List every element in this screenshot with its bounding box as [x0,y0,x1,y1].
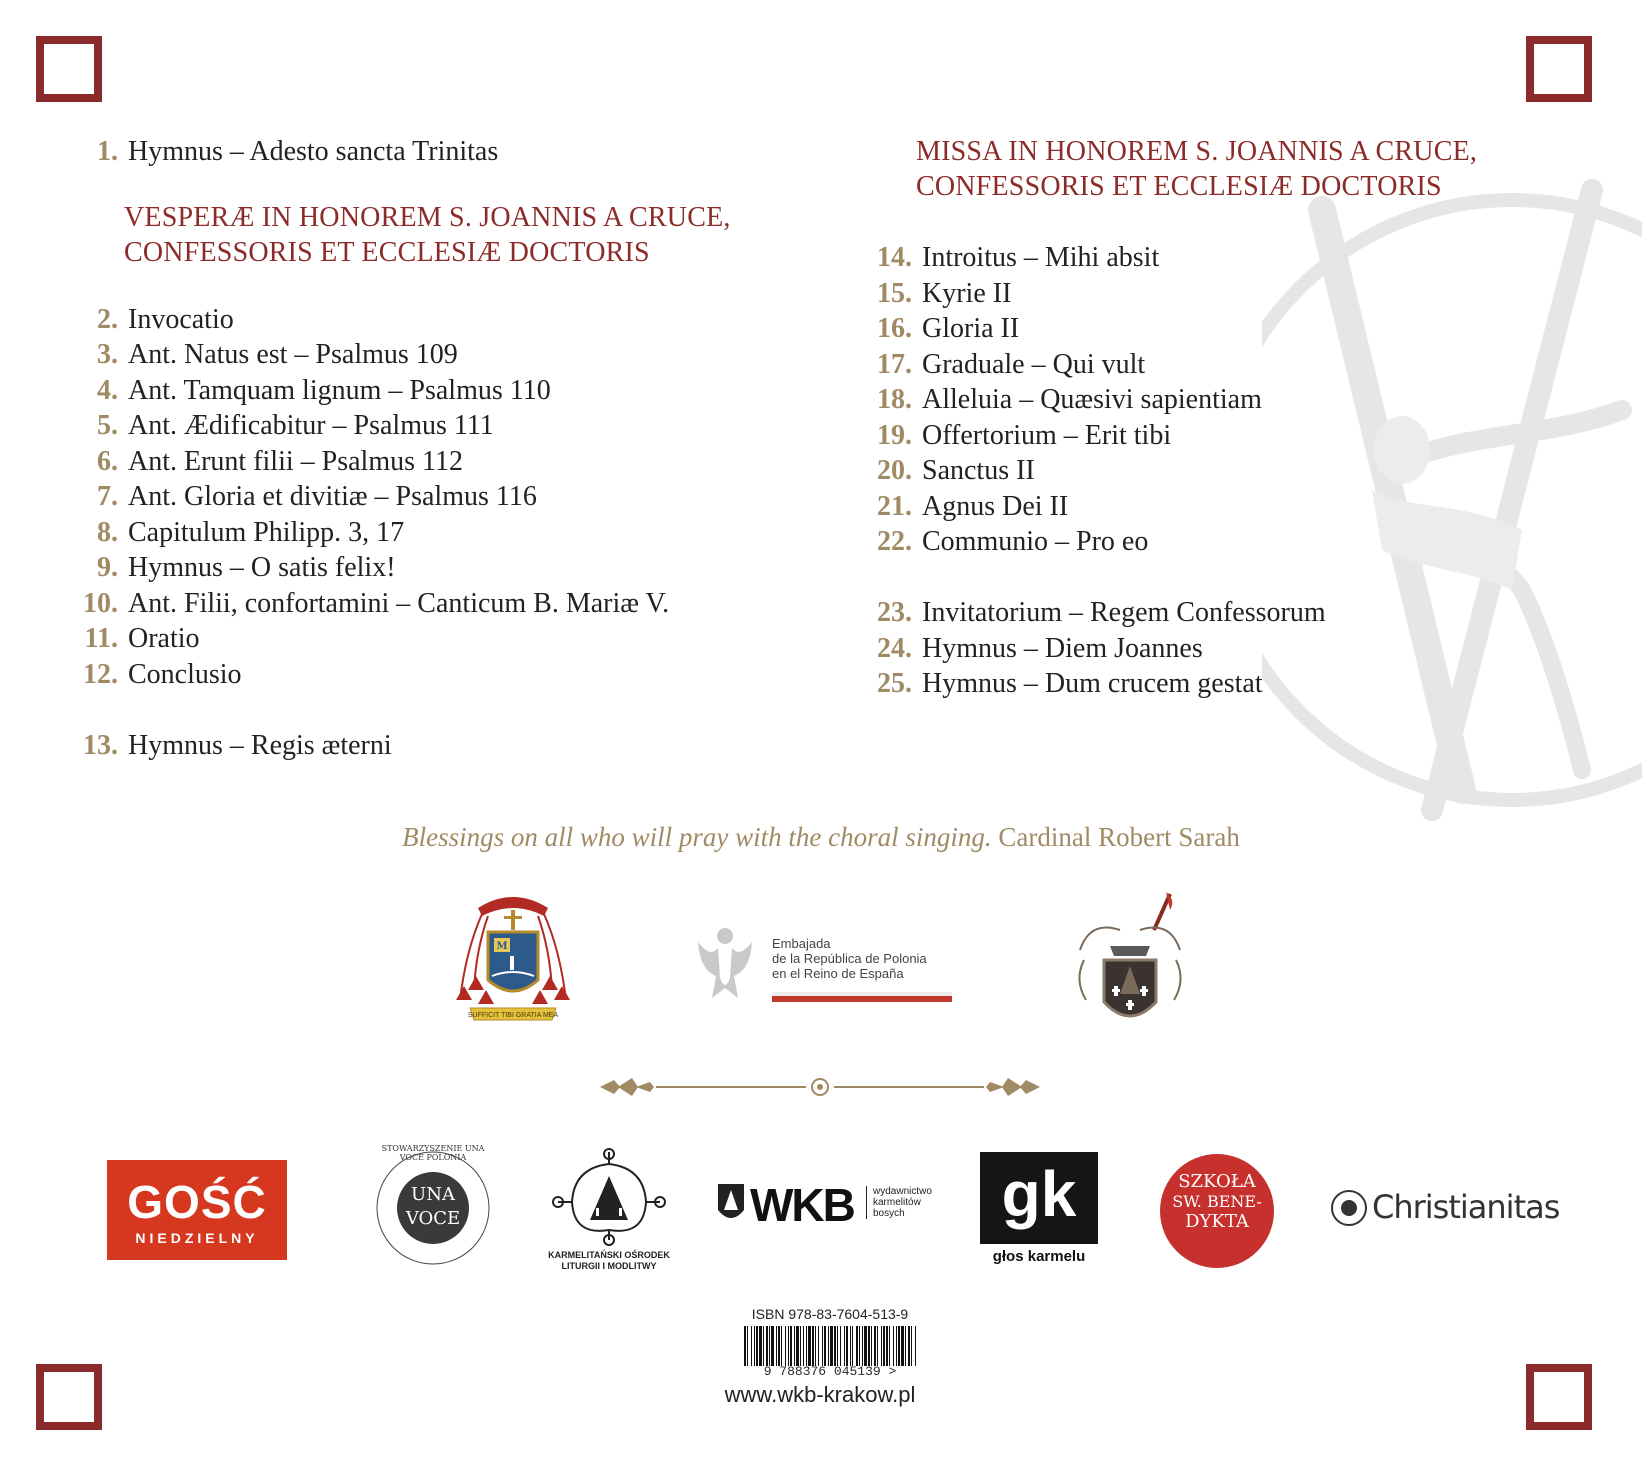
track-title: Hymnus – Adesto sancta Trinitas [128,136,499,167]
track-title: Ant. Ædificabitur – Psalmus 111 [128,410,494,441]
embassy-line1: Embajada [772,936,831,951]
track-number: 22. [877,526,912,557]
corner-frame-top-right [1526,36,1592,102]
szkola-sw-benedykta-logo [1160,1154,1274,1268]
track-title: Oratio [128,623,200,654]
track-title: Agnus Dei II [922,490,1069,522]
vespers-heading [78,200,838,270]
mass-heading [862,134,1562,204]
barcode-bar [803,1326,804,1366]
barcode-bar [864,1326,867,1366]
gosc-title: GOŚĆ [127,1176,267,1228]
barcode-bar [905,1326,906,1366]
barcode-bar [844,1326,845,1366]
blessing-quote [0,822,1642,853]
barcode-bar [766,1326,768,1366]
track-title: Ant. Tamquam lignum – Psalmus 110 [128,374,551,406]
barcode-bar [788,1326,789,1366]
barcode-bar [834,1326,836,1366]
track-number: 11. [84,623,118,654]
una-voce-inner-2: VOCE [405,1208,461,1229]
track-row [78,586,838,622]
track-number: 12. [83,658,118,690]
barcode-bar [889,1326,890,1366]
track-row [78,337,838,373]
track-title: Graduale – Qui vult [922,348,1146,380]
track-row [78,657,838,693]
track-row [78,479,838,515]
una-voce-logo [374,1144,492,1272]
embassy-logo [690,918,970,1008]
track-number: 16. [877,313,912,344]
wkb-line2: karmelitów [873,1197,921,1208]
track-number: 9. [97,552,118,583]
track-title: Ant. Gloria et divitiæ – Psalmus 116 [128,481,537,512]
track-row [78,515,838,551]
karmel-line2: LITURGII I MODLITWY [561,1261,657,1271]
track-row [862,311,1562,347]
track-number: 7. [97,481,118,512]
barcode-bar [759,1326,762,1366]
barcode-bar [790,1326,792,1366]
track-number: 25. [877,668,912,699]
szkola-line3: DYKTA [1185,1211,1249,1232]
barcode-bar [796,1326,799,1366]
track-row [862,347,1562,383]
karmelitanski-osrodek-logo [548,1146,670,1276]
mass-track-column [862,134,1562,702]
barcode-bar [893,1326,894,1366]
barcode-bar [763,1326,764,1366]
track-title: Ant. Filii, confortamini – Canticum B. Mariæ V. [128,587,670,619]
carmelite-coat-of-arms-logo [1070,890,1190,1050]
barcode-bar [915,1326,916,1366]
track-number: 1. [97,136,118,167]
svg-text:M: M [496,941,508,952]
vespers-track-column [78,134,838,763]
mass-heading-line2: CONFESSORIS ET ECCLESIÆ DOCTORIS [916,171,1442,202]
barcode-bar [808,1326,811,1366]
barcode-digits: 9 788376 045139 > [763,1364,897,1379]
track-number: 5. [97,410,118,441]
corner-frame-bottom-right [1526,1364,1592,1430]
barcode-bar [850,1326,851,1366]
track-title: Offertorium – Erit tibi [922,419,1172,451]
wkb-title: WKB [750,1179,854,1231]
track-row [862,276,1562,312]
track-number: 6. [97,445,118,477]
track-row [78,134,838,170]
office-track-list [862,595,1562,702]
barcode-bar [771,1326,774,1366]
track-number: 4. [97,374,118,406]
karmel-line1: KARMELITAŃSKI OŚRODEK [548,1250,670,1260]
wkb-shield-icon [716,1182,746,1226]
barcode-bar [747,1326,748,1366]
track-number: 19. [877,419,912,451]
track-row [862,382,1562,418]
track-row [862,453,1562,489]
barcode-bar [756,1326,758,1366]
christianitas-title: Christianitas [1372,1188,1560,1226]
track-row [862,418,1562,454]
cardinal-coat-of-arms-logo [448,890,578,1040]
barcode-bar [785,1326,786,1366]
polish-eagle-icon [690,918,760,1008]
barcode-bar [806,1326,807,1366]
track-title: Sanctus II [922,455,1035,486]
barcode-bar [781,1326,782,1366]
szkola-line1: SZKOŁA [1178,1171,1256,1192]
quote-author: Cardinal Robert Sarah [998,822,1240,852]
barcode-bar [744,1326,746,1366]
barcode-bar [868,1326,870,1366]
barcode-bar [812,1326,814,1366]
track-number: 14. [877,242,912,273]
track-number: 21. [877,490,912,522]
barcode-bar [800,1326,801,1366]
barcode-bar [815,1326,816,1366]
wkb-line1: wydawnictwo [873,1186,932,1197]
barcode-bar [840,1326,841,1366]
gosc-niedzielny-logo [107,1160,287,1260]
track-number: 13. [83,729,118,761]
track-title: Hymnus – Dum crucem gestat [922,668,1263,699]
track-row [78,444,838,480]
gk-subtitle: głos karmelu [992,1248,1086,1265]
isbn-block [720,1306,940,1379]
track-row [78,621,838,657]
mass-track-list [862,240,1562,560]
barcode-bar [846,1326,848,1366]
track-row [862,240,1562,276]
barcode-bar [754,1326,755,1366]
track-title: Communio – Pro eo [922,526,1149,557]
track-title: Hymnus – Regis æterni [128,729,392,761]
barcode-bar [751,1326,752,1366]
embassy-line2: de la República de Polonia [772,951,927,966]
barcode-bar [883,1326,885,1366]
quote-text: Blessings on all who will pray with the choral singing. [402,822,992,852]
track-title: Hymnus – Diem Joannes [922,632,1203,664]
track-number: 17. [877,348,912,380]
barcode-bar [862,1326,863,1366]
barcode-bar [901,1326,904,1366]
barcode-bar [908,1326,910,1366]
barcode-bar [896,1326,897,1366]
track-title: Hymnus – O satis felix! [128,552,396,583]
corner-frame-top-left [36,36,102,102]
barcode-image [730,1326,930,1366]
track-title: Conclusio [128,658,242,690]
barcode-bar [886,1326,888,1366]
track-row [862,666,1562,702]
mass-heading-line1: MISSA IN HONOREM S. JOANNIS A CRUCE, [916,136,1478,167]
track-number: 10. [83,587,118,619]
track-title: Gloria II [922,313,1020,344]
track-number: 18. [877,384,912,415]
barcode-bar [818,1326,819,1366]
christianitas-logo [1330,1186,1560,1236]
website-url[interactable]: www.wkb-krakow.pl [724,1382,916,1407]
track-row [78,728,838,764]
track-title: Ant. Erunt filii – Psalmus 112 [128,445,463,477]
barcode-bar [874,1326,876,1366]
barcode-bar [830,1326,833,1366]
track-row [78,302,838,338]
track-title: Kyrie II [922,277,1012,309]
barcode-bar [856,1326,858,1366]
track-title: Capitulum Philipp. 3, 17 [128,516,405,548]
barcode-bar [881,1326,882,1366]
vespers-heading-line2: CONFESSORIS ET ECCLESIÆ DOCTORIS [124,236,650,268]
barcode-bar [824,1326,826,1366]
una-voce-inner-1: UNA [411,1184,455,1205]
track-row [862,489,1562,525]
track-row [78,550,838,586]
corner-frame-bottom-left [36,1364,102,1430]
track-number: 24. [877,632,912,664]
track-row [862,595,1562,631]
vespers-heading-line1: VESPERÆ IN HONOREM S. JOANNIS A CRUCE, [124,201,731,233]
barcode-bar [828,1326,829,1366]
cardinal-motto: SUFFICIT TIBI GRATIA MEA [467,1012,559,1019]
barcode-bar [911,1326,912,1366]
gk-title: gk [1001,1158,1077,1230]
barcode-bar [837,1326,838,1366]
track-number: 8. [97,516,118,548]
track-number: 15. [877,277,912,309]
track-title: Introitus – Mihi absit [922,242,1160,273]
track-row [78,408,838,444]
una-voce-outer-text: STOWARZYSZENIE UNA VOCE POLONIA [381,1144,485,1162]
barcode-bar [877,1326,878,1366]
track-number: 20. [877,455,912,486]
track-title: Invitatorium – Regem Confessorum [922,597,1326,628]
barcode-bar [822,1326,823,1366]
barcode-bar [871,1326,872,1366]
track-title: Invocatio [128,303,234,335]
track-number: 2. [97,303,118,335]
track-title: Alleluia – Quæsivi sapientiam [922,384,1262,415]
gosc-subtitle: NIEDZIELNY [135,1230,259,1246]
wkb-logo [716,1180,934,1240]
vespers-track-list [78,302,838,693]
glos-karmelu-logo [980,1152,1098,1272]
barcode-bar [778,1326,780,1366]
barcode-bar [852,1326,853,1366]
barcode-bar [776,1326,777,1366]
carmelite-cross-icon [548,1146,670,1246]
embassy-line3: en el Reino de España [772,966,904,981]
track-number: 23. [877,597,912,628]
ornament-divider [600,1074,1040,1100]
track-row [78,373,838,409]
track-row [862,631,1562,667]
track-number: 3. [97,339,118,370]
barcode-bar [769,1326,770,1366]
szkola-line2: SW. BENE- [1172,1192,1262,1211]
track-title: Ant. Natus est – Psalmus 109 [128,339,458,370]
barcode-bar [898,1326,900,1366]
track-row [862,524,1562,560]
barcode-bar [859,1326,860,1366]
isbn-text: ISBN 978-83-7604-513-9 [751,1306,909,1322]
barcode-bar [794,1326,795,1366]
embassy-flag-stripe-red [772,996,952,1002]
christianitas-emblem-icon [1330,1186,1368,1230]
wkb-line3: bosych [873,1208,905,1219]
